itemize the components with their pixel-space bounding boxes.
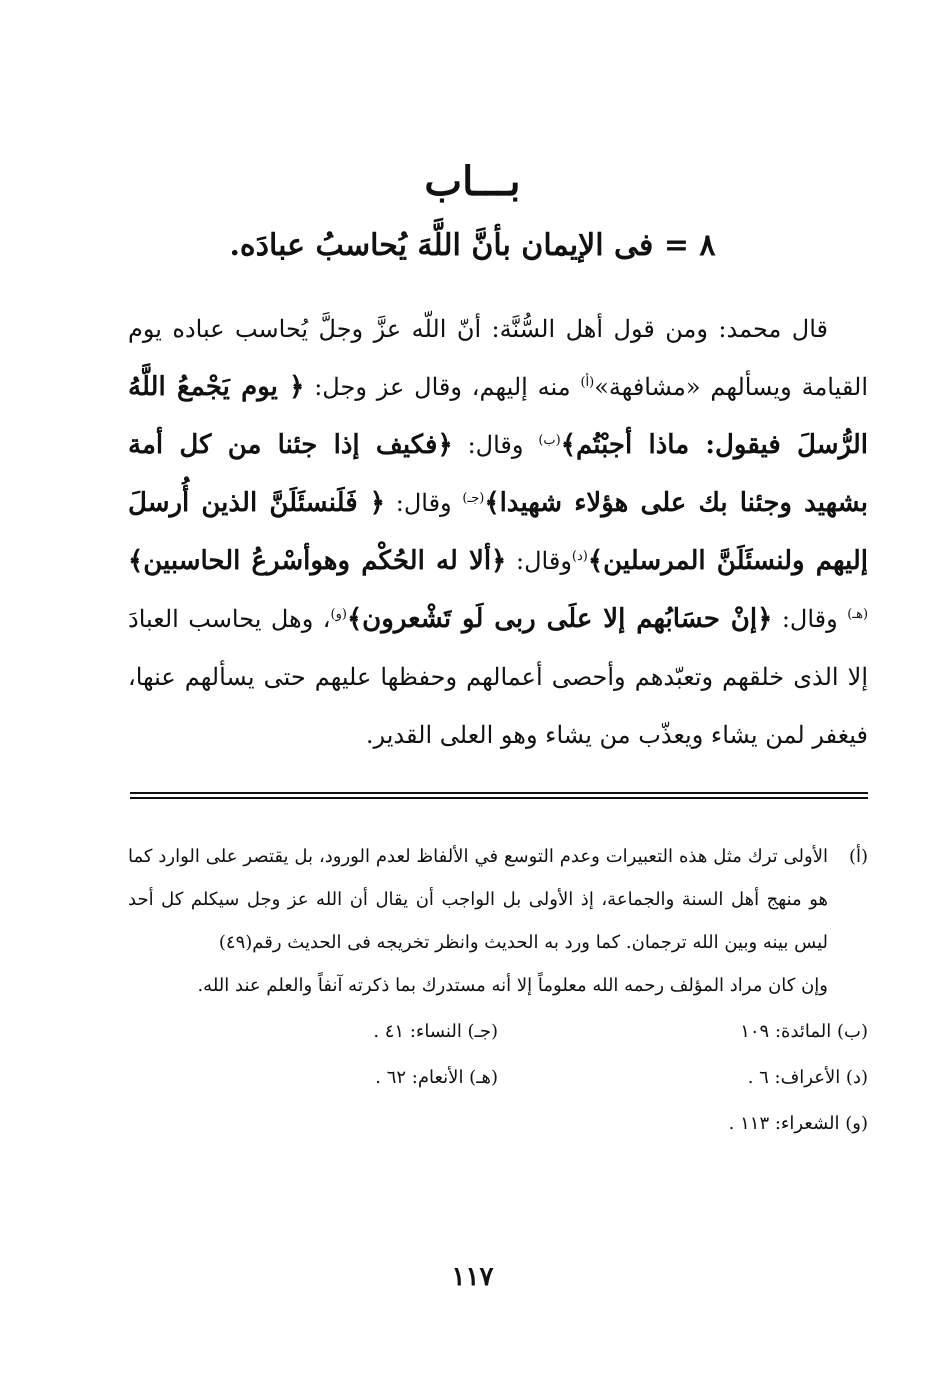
footnote-ref-a[interactable]: (أ) bbox=[580, 375, 595, 390]
footnote-ref-b[interactable]: (ب) bbox=[538, 433, 561, 448]
footnote-ref-d[interactable]: (د) bbox=[571, 549, 588, 564]
footnote-a-mark: (أ) bbox=[848, 846, 868, 867]
footnote-d: (د) الأعراف: ٦ . bbox=[747, 1067, 868, 1088]
quran-verse-2: ﴿فكيف إذا جئنا من كل أمة بشهيد وجئنا بك على هؤلاء شهيدا﴾ bbox=[128, 430, 868, 518]
body-sentence-5: وقال: bbox=[506, 547, 572, 575]
footnote-f: (و) الشعراء: ١١٣ . bbox=[728, 1113, 868, 1134]
footnote-ref-e[interactable]: (هـ) bbox=[847, 607, 869, 622]
body-sentence-7: ، وهل يحاسب العبادَ إلا الذى خلقهم وتعبّدهم وأحصى أعمالهم وحفظها عليهم حتى يسألهم عنها، فيغفر لمن يشاء ويعذّب من يشاء وهو العلى القدير. bbox=[128, 605, 868, 749]
body-sentence-2: منه إليهم، وقال عز وجل: bbox=[304, 373, 581, 401]
page-number: ١١٧ bbox=[451, 1262, 494, 1292]
footnote-b: (ب) المائدة: ١٠٩ bbox=[740, 1021, 868, 1042]
chapter-title: ٨ = فى الإيمان بأنَّ اللَّهَ يُحاسبُ عبادَه. bbox=[229, 228, 716, 263]
main-paragraph bbox=[128, 300, 868, 764]
body-sentence-4: وقال: bbox=[385, 489, 463, 517]
quran-verse-5: ﴿إنْ حسَابُهم إلا علَى ربى لَو تَشْعرون﴾ bbox=[346, 604, 773, 634]
chapter-heading: بـــاب bbox=[424, 158, 521, 205]
body-sentence-3: وقال: bbox=[452, 431, 539, 459]
footnote-c: (جـ) النساء: ٤١ . bbox=[373, 1021, 498, 1042]
footnote-e: (هـ) الأنعام: ٦٢ . bbox=[375, 1067, 498, 1088]
footnotes-section bbox=[128, 835, 868, 1147]
body-sentence-1: قال محمد: ومن قول أهل السُّنَّة: أنّ اللّه عزَّ وجلَّ يُحاسب عباده يوم القيامة ويسألهم «مشافهة» bbox=[128, 315, 868, 401]
quran-verse-1: ﴿ يوم يَجْمعُ اللَّهُ الرُّسلَ فيقول: ماذا أجبْتُم﴾ bbox=[128, 372, 868, 460]
quran-verse-4: ﴿ألا له الحُكْم وهوأسْرعُ الحاسبين﴾ bbox=[128, 546, 507, 576]
footnote-divider-top bbox=[130, 792, 868, 794]
quran-verse-3: ﴿ فَلَنسئَلَنَّ الذين أُرسلَ إليهم ولنسئَلَنَّ المرسلين﴾ bbox=[128, 488, 868, 576]
footnote-divider-bottom bbox=[130, 797, 868, 799]
footnote-a-text-2: وإن كان مراد المؤلف رحمه الله معلوماً إلا أنه مستدرك بما ذكرته آنفاً والعلم عند الله. bbox=[197, 975, 828, 996]
footnote-ref-c[interactable]: (جـ) bbox=[462, 491, 485, 506]
footnote-a bbox=[128, 835, 868, 1007]
body-sentence-6: وقال: bbox=[772, 605, 848, 633]
footnote-a-text-1: الأولى ترك مثل هذه التعبيرات وعدم التوسع في الألفاظ لعدم الورود، بل يقتصر على الوارد كما هو منهج أهل السنة والجماعة، إذ الأولى بل الواجب أن يقال أن الله عز وجل سيكلم كل أحد ليس بينه وبين الله ترجمان. كما ورد به الحديث وانظر تخريجه فى الحديث رقم(٤٩) bbox=[128, 846, 828, 953]
footnote-ref-f[interactable]: (و) bbox=[330, 607, 347, 622]
footnote-references-grid bbox=[128, 1009, 868, 1147]
